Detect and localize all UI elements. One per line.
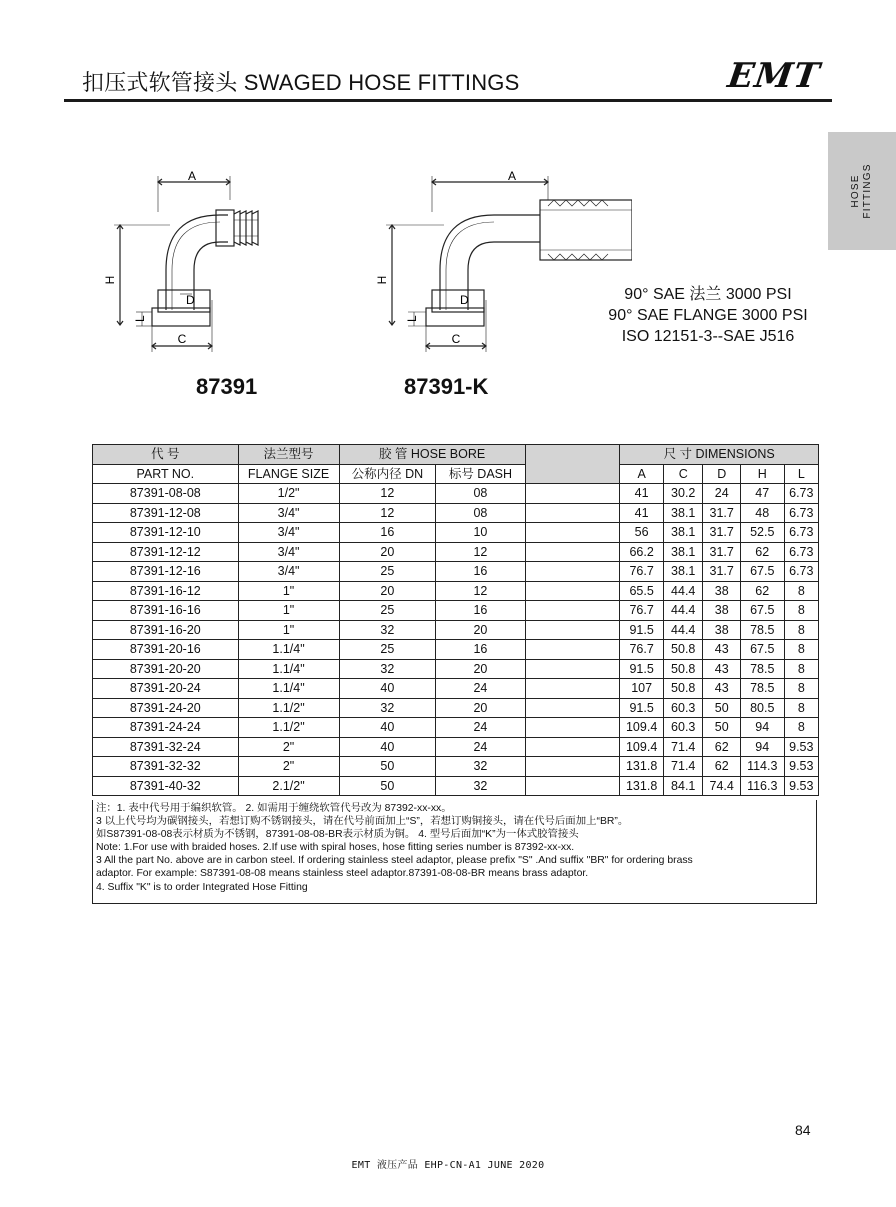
table-cell: 38.1 (663, 523, 703, 543)
table-cell: 3/4" (238, 503, 339, 523)
table-row (93, 776, 819, 796)
table-cell: 2" (238, 757, 339, 777)
table-cell: 71.4 (663, 757, 703, 777)
table-cell: 87391-32-32 (93, 757, 239, 777)
table-cell: 24 (436, 718, 525, 738)
table-cell: 71.4 (663, 737, 703, 757)
table-blank-cell (525, 601, 620, 621)
table-cell: 109.4 (620, 737, 664, 757)
table-blank-cell (525, 484, 620, 504)
table-cell: 6.73 (784, 562, 818, 582)
dim-label-h: H (103, 275, 117, 285)
note-line: 3 All the part No. above are in carbon steel. If ordering stainless steel adaptor, please prefix "S" .And suffix "BR" for ordering brass (96, 855, 693, 867)
table-cell: 8 (784, 679, 818, 699)
table-row (93, 503, 819, 523)
table-blank-cell (525, 542, 620, 562)
table-body (93, 484, 819, 796)
table-row (93, 562, 819, 582)
table-row (93, 698, 819, 718)
table-cell: 16 (339, 523, 436, 543)
table-cell: 12 (339, 484, 436, 504)
table-cell: 40 (339, 718, 436, 738)
table-cell: 1/2" (238, 484, 339, 504)
table-cell: 6.73 (784, 523, 818, 543)
table-cell: 12 (436, 542, 525, 562)
table-cell: 1.1/2" (238, 718, 339, 738)
table-cell: 12 (436, 581, 525, 601)
side-tab-line-1: HOSE (850, 174, 861, 208)
table-cell: 31.7 (703, 503, 740, 523)
table-cell: 9.53 (784, 737, 818, 757)
table-blank-cell (525, 620, 620, 640)
table-cell: 56 (620, 523, 664, 543)
model-label-87391-k: 87391-K (404, 374, 489, 399)
table-cell: 91.5 (620, 659, 664, 679)
table-blank-cell (525, 640, 620, 660)
page-number: 84 (795, 1122, 811, 1138)
header-part-cn: 代 号 (93, 445, 239, 465)
table-cell: 131.8 (620, 776, 664, 796)
header-part-no: PART NO. (93, 464, 239, 484)
note-line: 注：1. 表中代号用于编织软管。 2. 如需用于缠绕软管代号改为 87392-xx-xx。 (96, 803, 452, 814)
note-line: 3 以上代号均为碳钢接头，若想订购不锈钢接头，请在代号前面加上“S”，若想订购铜接头，请在代号后面加上“BR”。 (96, 816, 629, 828)
table-cell: 87391-16-16 (93, 601, 239, 621)
table-cell: 74.4 (703, 776, 740, 796)
section-side-tab (828, 132, 896, 250)
table-cell: 66.2 (620, 542, 664, 562)
table-cell: 6.73 (784, 542, 818, 562)
header-flange-size: FLANGE SIZE (238, 464, 339, 484)
table-cell: 87391-32-24 (93, 737, 239, 757)
table-cell: 87391-12-16 (93, 562, 239, 582)
table-cell: 78.5 (740, 620, 784, 640)
table-cell: 67.5 (740, 640, 784, 660)
table-blank-cell (525, 757, 620, 777)
table-cell: 1.1/2" (238, 698, 339, 718)
table-cell: 20 (436, 620, 525, 640)
table-cell: 43 (703, 659, 740, 679)
table-blank-cell (525, 562, 620, 582)
table-row (93, 640, 819, 660)
table-cell: 87391-40-32 (93, 776, 239, 796)
table-cell: 25 (339, 601, 436, 621)
table-cell: 87391-16-12 (93, 581, 239, 601)
dim-label-d: D (186, 293, 195, 307)
table-cell: 38 (703, 581, 740, 601)
table-cell: 16 (436, 601, 525, 621)
dim-label-a: A (507, 170, 517, 183)
table-cell: 50.8 (663, 659, 703, 679)
table-cell: 1" (238, 601, 339, 621)
dim-label-d: D (460, 293, 469, 307)
table-cell: 50 (703, 718, 740, 738)
table-cell: 91.5 (620, 698, 664, 718)
table-cell: 08 (436, 484, 525, 504)
table-cell: 3/4" (238, 523, 339, 543)
table-cell: 87391-24-24 (93, 718, 239, 738)
table-cell: 8 (784, 659, 818, 679)
table-cell: 47 (740, 484, 784, 504)
table-cell: 67.5 (740, 562, 784, 582)
header-blank-cell (525, 445, 620, 484)
dim-label-c: C (451, 332, 461, 346)
page-title: 扣压式软管接头 SWAGED HOSE FITTINGS (82, 70, 520, 95)
table-cell: 2" (238, 737, 339, 757)
table-cell: 114.3 (740, 757, 784, 777)
table-cell: 6.73 (784, 484, 818, 504)
table-cell: 107 (620, 679, 664, 699)
table-cell: 9.53 (784, 776, 818, 796)
table-cell: 25 (339, 562, 436, 582)
header-flange-cn: 法兰型号 (238, 445, 339, 465)
table-cell: 31.7 (703, 523, 740, 543)
table-blank-cell (525, 503, 620, 523)
table-cell: 38 (703, 601, 740, 621)
table-cell: 87391-24-20 (93, 698, 239, 718)
spec-line-standard: ISO 12151-3--SAE J516 (621, 328, 795, 345)
table-cell: 8 (784, 620, 818, 640)
table-cell: 76.7 (620, 562, 664, 582)
table-blank-cell (525, 581, 620, 601)
table-cell: 43 (703, 640, 740, 660)
table-cell: 1.1/4" (238, 679, 339, 699)
table-cell: 62 (740, 542, 784, 562)
table-cell: 8 (784, 581, 818, 601)
table-cell: 60.3 (663, 718, 703, 738)
table-cell: 32 (339, 659, 436, 679)
table-blank-cell (525, 679, 620, 699)
table-cell: 94 (740, 737, 784, 757)
table-row (93, 620, 819, 640)
table-blank-cell (525, 523, 620, 543)
table-cell: 20 (339, 581, 436, 601)
table-blank-cell (525, 718, 620, 738)
table-cell: 41 (620, 503, 664, 523)
table-cell: 87391-20-24 (93, 679, 239, 699)
table-cell: 50.8 (663, 679, 703, 699)
table-cell: 41 (620, 484, 664, 504)
table-cell: 8 (784, 718, 818, 738)
table-cell: 43 (703, 679, 740, 699)
table-row (93, 659, 819, 679)
table-cell: 32 (436, 757, 525, 777)
table-cell: 84.1 (663, 776, 703, 796)
table-cell: 40 (339, 737, 436, 757)
table-cell: 3/4" (238, 542, 339, 562)
table-row (93, 542, 819, 562)
table-cell: 116.3 (740, 776, 784, 796)
table-cell: 76.7 (620, 601, 664, 621)
table-cell: 50 (339, 757, 436, 777)
header-h: H (740, 464, 784, 484)
table-cell: 8 (784, 698, 818, 718)
table-cell: 3/4" (238, 562, 339, 582)
table-cell: 44.4 (663, 581, 703, 601)
table-blank-cell (525, 659, 620, 679)
table-row (93, 718, 819, 738)
table-cell: 16 (436, 562, 525, 582)
header-divider (64, 99, 832, 102)
table-cell: 48 (740, 503, 784, 523)
fitting-spec-block (590, 284, 826, 347)
table-cell: 109.4 (620, 718, 664, 738)
dimensions-table (92, 444, 819, 796)
table-cell: 94 (740, 718, 784, 738)
dim-label-h: H (375, 275, 389, 285)
table-cell: 50 (703, 698, 740, 718)
table-cell: 38.1 (663, 542, 703, 562)
table-cell: 20 (436, 659, 525, 679)
table-cell: 62 (740, 581, 784, 601)
table-cell: 87391-12-12 (93, 542, 239, 562)
table-cell: 38.1 (663, 503, 703, 523)
table-cell: 76.7 (620, 640, 664, 660)
table-cell: 1.1/4" (238, 640, 339, 660)
table-cell: 31.7 (703, 562, 740, 582)
spec-line-cn: 90° SAE 法兰 3000 PSI (624, 286, 792, 303)
table-cell: 32 (436, 776, 525, 796)
table-cell: 12 (339, 503, 436, 523)
table-cell: 38.1 (663, 562, 703, 582)
table-cell: 50 (339, 776, 436, 796)
fitting-drawing-87391 (100, 170, 260, 360)
table-cell: 38 (703, 620, 740, 640)
notes-box (92, 800, 817, 904)
table-row (93, 737, 819, 757)
table-cell: 2.1/2" (238, 776, 339, 796)
header-dimensions: 尺 寸 DIMENSIONS (620, 445, 819, 465)
table-row (93, 601, 819, 621)
model-label-87391: 87391 (196, 374, 258, 399)
dim-label-a: A (187, 170, 197, 183)
table-cell: 65.5 (620, 581, 664, 601)
table-cell: 62 (703, 757, 740, 777)
table-cell: 20 (339, 542, 436, 562)
table-cell: 9.53 (784, 757, 818, 777)
table-blank-cell (525, 776, 620, 796)
table-cell: 87391-12-10 (93, 523, 239, 543)
table-cell: 10 (436, 523, 525, 543)
table-cell: 52.5 (740, 523, 784, 543)
table-row (93, 523, 819, 543)
table-blank-cell (525, 698, 620, 718)
table-cell: 8 (784, 601, 818, 621)
table-cell: 67.5 (740, 601, 784, 621)
table-cell: 25 (339, 640, 436, 660)
brand-logo: EMT (725, 56, 823, 96)
side-tab-line-2: FITTINGS (862, 163, 873, 219)
table-cell: 16 (436, 640, 525, 660)
table-cell: 24 (436, 737, 525, 757)
table-cell: 91.5 (620, 620, 664, 640)
table-header-row-cn (93, 445, 819, 465)
table-row (93, 581, 819, 601)
table-cell: 80.5 (740, 698, 784, 718)
table-cell: 08 (436, 503, 525, 523)
header-c: C (663, 464, 703, 484)
note-line: 如S87391-08-08表示材质为不锈钢，87391-08-08-BR表示材质为铜。 4. 型号后面加“K”为一体式胶管接头 (96, 829, 579, 841)
table-cell: 87391-08-08 (93, 484, 239, 504)
table-cell: 87391-16-20 (93, 620, 239, 640)
header-l: L (784, 464, 818, 484)
spec-line-en: 90° SAE FLANGE 3000 PSI (608, 307, 808, 324)
table-cell: 50.8 (663, 640, 703, 660)
table-cell: 40 (339, 679, 436, 699)
table-row (93, 757, 819, 777)
table-cell: 44.4 (663, 620, 703, 640)
header-dash: 标号 DASH (436, 464, 525, 484)
table-cell: 1" (238, 581, 339, 601)
table-cell: 87391-20-16 (93, 640, 239, 660)
table-cell: 6.73 (784, 503, 818, 523)
table-cell: 20 (436, 698, 525, 718)
dim-label-l: L (133, 315, 147, 322)
table-blank-cell (525, 737, 620, 757)
table-cell: 32 (339, 620, 436, 640)
side-tab-label (850, 163, 874, 218)
table-cell: 8 (784, 640, 818, 660)
table-cell: 60.3 (663, 698, 703, 718)
table-row (93, 484, 819, 504)
header-d: D (703, 464, 740, 484)
header-hose-bore: 胶 管 HOSE BORE (339, 445, 525, 465)
note-line: 4. Suffix "K" is to order Integrated Hose Fitting (96, 881, 308, 893)
table-cell: 30.2 (663, 484, 703, 504)
table-cell: 24 (436, 679, 525, 699)
table-cell: 87391-20-20 (93, 659, 239, 679)
table-cell: 24 (703, 484, 740, 504)
table-cell: 32 (339, 698, 436, 718)
dim-label-c: C (177, 332, 187, 346)
table-cell: 78.5 (740, 679, 784, 699)
table-header-row-en (93, 464, 819, 484)
page-footer: EMT 液压产品 EHP-CN-A1 JUNE 2020 (351, 1160, 545, 1171)
table-cell: 1.1/4" (238, 659, 339, 679)
table-cell: 1" (238, 620, 339, 640)
header-a: A (620, 464, 664, 484)
table-cell: 78.5 (740, 659, 784, 679)
table-cell: 31.7 (703, 542, 740, 562)
table-cell: 44.4 (663, 601, 703, 621)
note-line: Note: 1.For use with braided hoses. 2.If use with spiral hoses, hose fitting series number is 87392-xx-xx. (96, 842, 575, 854)
note-line: adaptor. For example: S87391-08-08 means stainless steel adaptor.87391-08-08-BR means brass adaptor. (96, 868, 589, 880)
dim-label-l: L (405, 315, 419, 322)
header-dn: 公称内径 DN (339, 464, 436, 484)
table-cell: 131.8 (620, 757, 664, 777)
table-cell: 87391-12-08 (93, 503, 239, 523)
table-row (93, 679, 819, 699)
table-cell: 62 (703, 737, 740, 757)
